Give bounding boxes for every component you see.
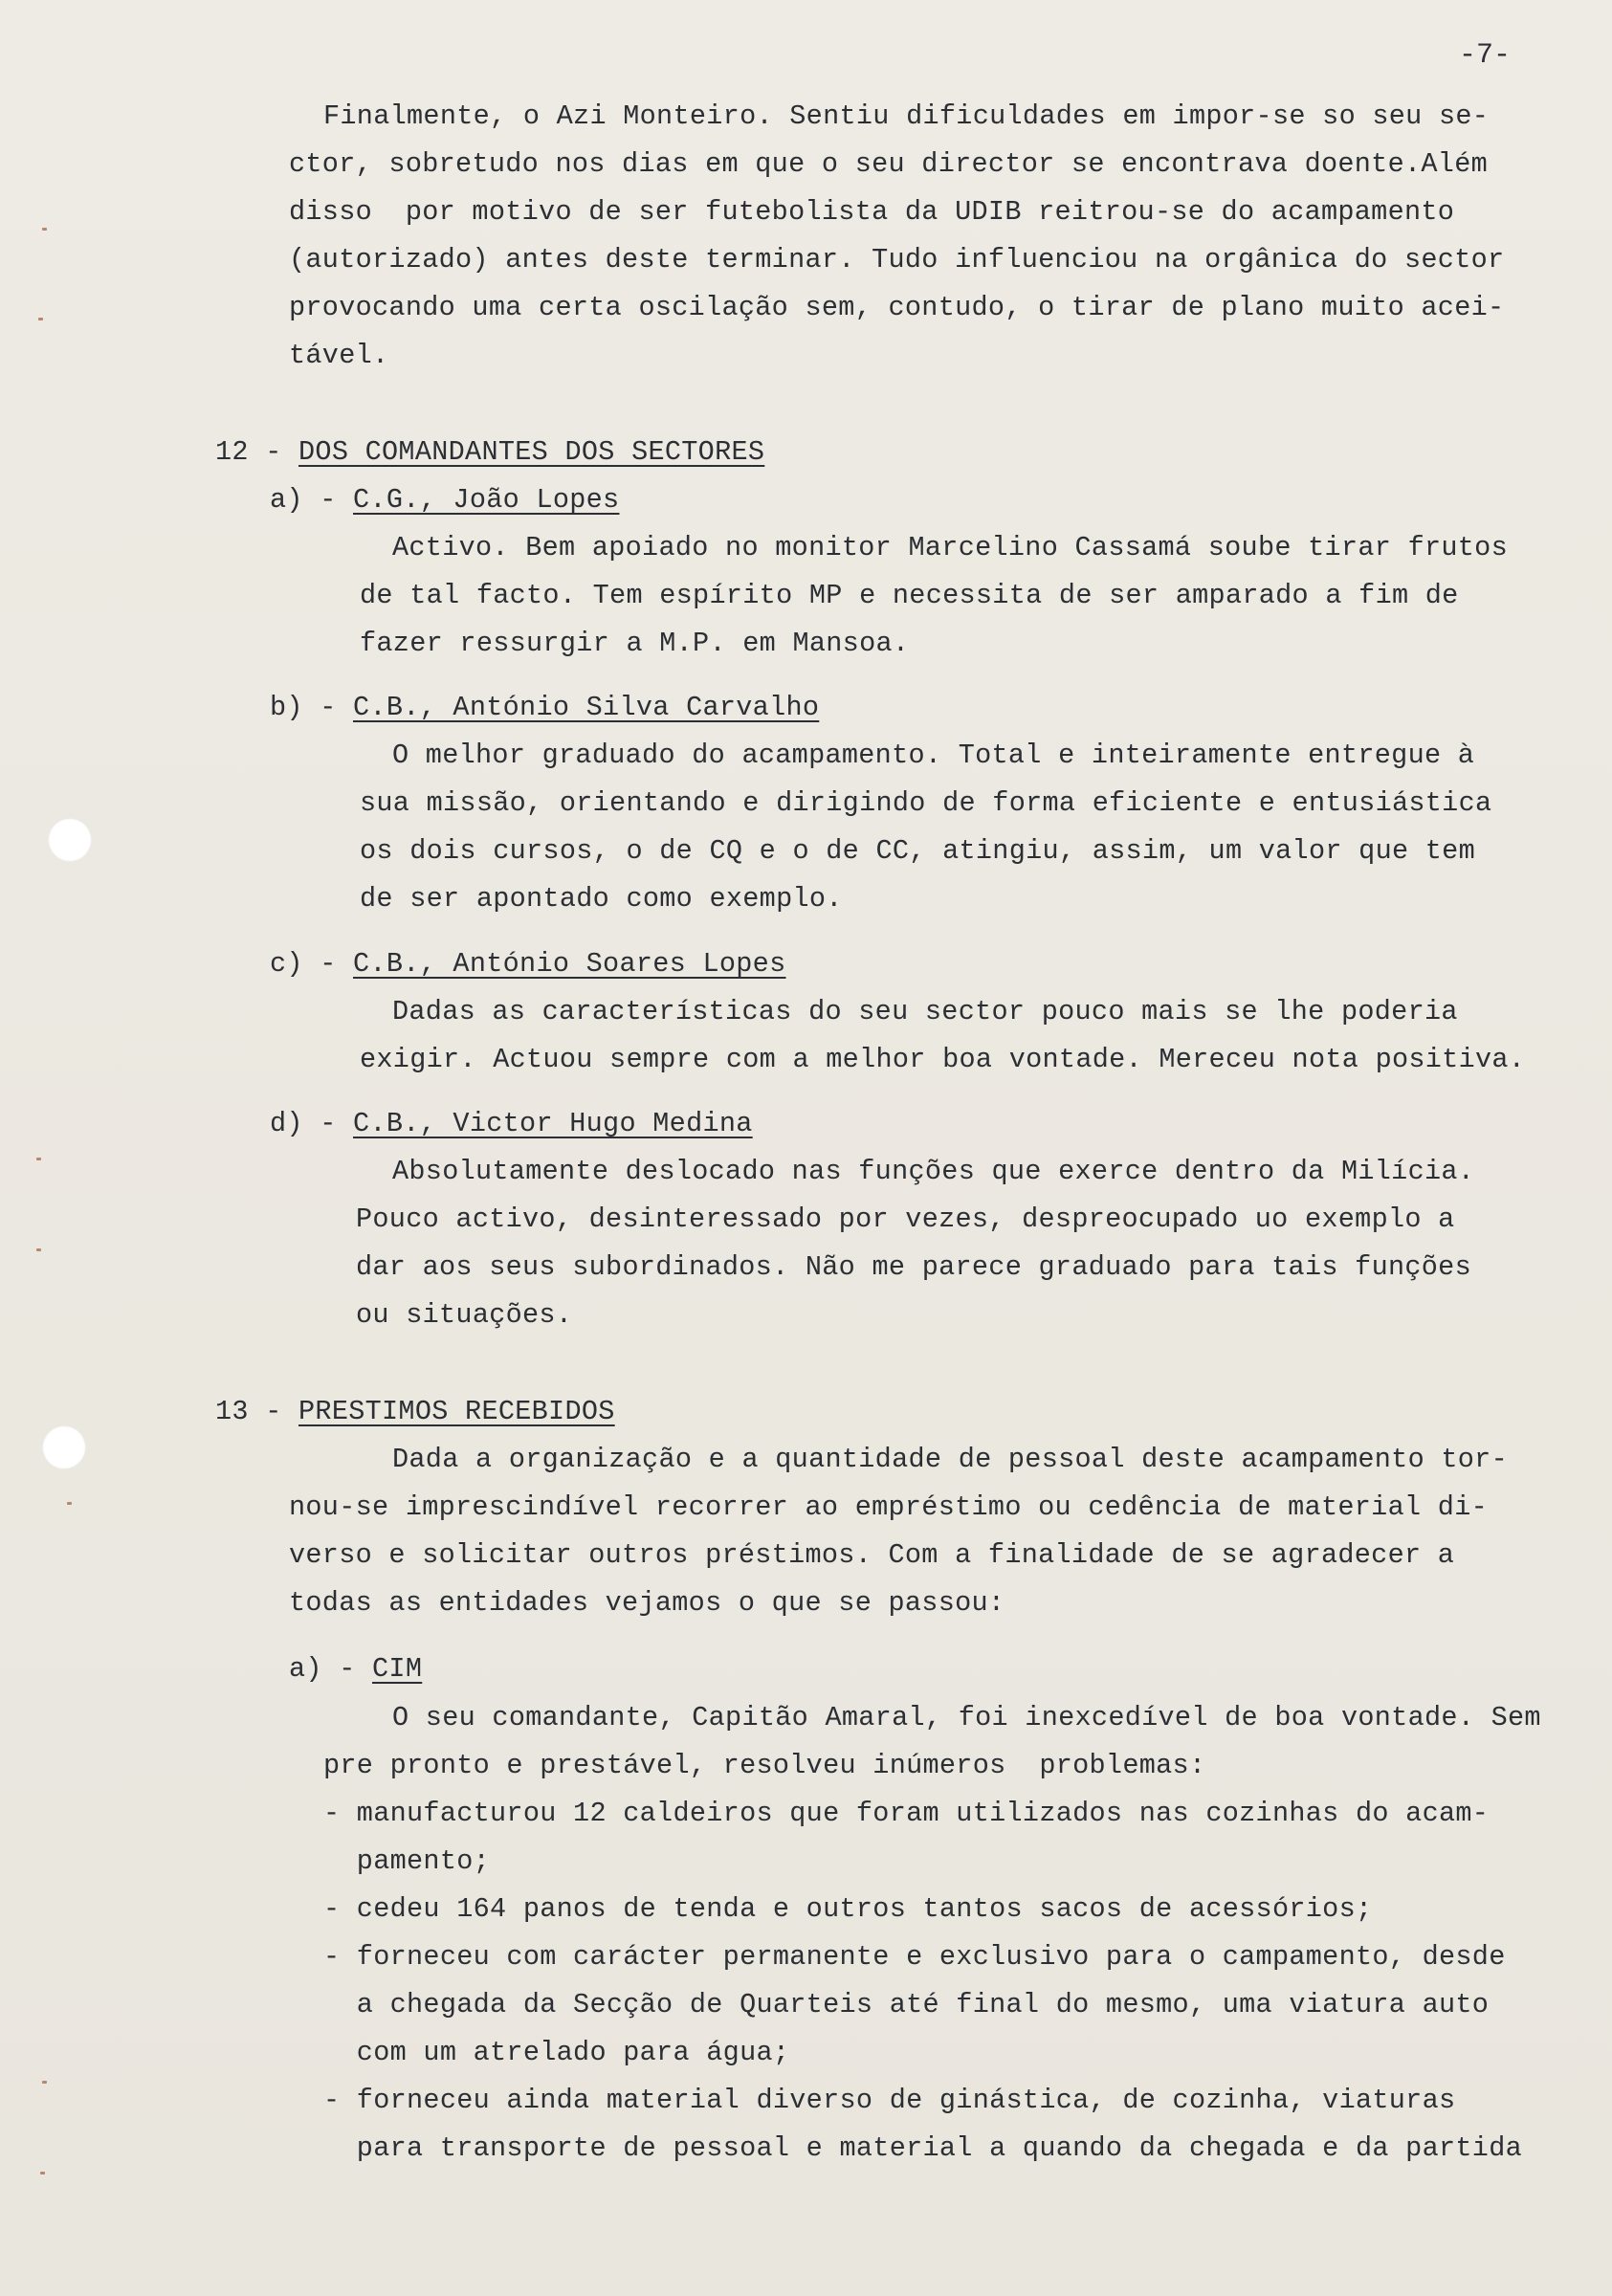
text-line: fazer ressurgir a M.P. em Mansoa. [360, 628, 910, 659]
text-line: Activo. Bem apoiado no monitor Marcelino Cassamá soube tirar frutos [392, 532, 1508, 563]
text-line: nou-se imprescindível recorrer ao empréstimo ou cedência de material di- [289, 1491, 1488, 1523]
commander-name: C.B., António Soares Lopes [353, 948, 786, 980]
text-line: sua missão, orientando e dirigindo de forma eficiente e entusiástica [360, 787, 1492, 819]
text-line: disso por motivo de ser futebolista da UDIB reitrou-se do acampamento [289, 196, 1455, 228]
text-line: Pouco activo, desinteressado por vezes, despreocupado uo exemplo a [356, 1203, 1455, 1235]
margin-speck [42, 228, 47, 231]
margin-speck [36, 1158, 41, 1160]
commander-name: C.G., João Lopes [353, 484, 620, 516]
punch-hole-bottom [42, 1425, 86, 1469]
section-title: PRESTIMOS RECEBIDOS [298, 1396, 615, 1427]
punch-hole-top [48, 818, 92, 862]
subsection-heading [289, 1650, 422, 1689]
margin-speck [36, 1248, 41, 1251]
text-line: de ser apontado como exemplo. [360, 883, 843, 915]
text-line: (autorizado) antes deste terminar. Tudo influenciou na orgânica do sector [289, 244, 1505, 276]
text-line: provocando uma certa oscilação sem, contudo, o tirar de plano muito acei- [289, 292, 1505, 323]
entity-name: CIM [372, 1653, 423, 1685]
text-line: pre pronto e prestável, resolveu inúmeros problemas: [323, 1750, 1206, 1781]
commander-name: C.B., Victor Hugo Medina [353, 1108, 753, 1139]
margin-speck [38, 318, 43, 320]
text-line: tável. [289, 340, 389, 371]
subsection-heading [270, 945, 786, 983]
text-line: verso e solicitar outros préstimos. Com a finalidade de se agradecer a [289, 1539, 1455, 1571]
item-marker: a) - [289, 1653, 373, 1685]
margin-speck [42, 2081, 47, 2084]
text-line: O melhor graduado do acampamento. Total e inteiramente entregue à [392, 740, 1475, 771]
section-number: 13 - [215, 1396, 299, 1427]
item-marker: c) - [270, 948, 354, 980]
margin-speck [40, 2172, 45, 2175]
text-line: todas as entidades vejamos o que se passou: [289, 1587, 1005, 1619]
page-number: -7- [1459, 39, 1512, 72]
text-line: Finalmente, o Azi Monteiro. Sentiu dificuldades em impor-se so seu se- [323, 100, 1490, 132]
subsection-heading [270, 1105, 753, 1143]
text-line: Dadas as características do seu sector pouco mais se lhe poderia [392, 996, 1458, 1027]
item-marker: a) - [270, 484, 354, 516]
text-line: ctor, sobretudo nos dias em que o seu director se encontrava doente.Além [289, 148, 1488, 180]
subsection-heading [270, 481, 619, 519]
text-line: Absolutamente deslocado nas funções que exerce dentro da Milícia. [392, 1156, 1475, 1187]
text-line: Dada a organização e a quantidade de pessoal deste acampamento tor- [392, 1444, 1508, 1475]
text-line: os dois cursos, o de CQ e o de CC, atingiu, assim, um valor que tem [360, 835, 1475, 867]
list-item: - cedeu 164 panos de tenda e outros tantos sacos de acessórios; [323, 1893, 1373, 1925]
item-marker: b) - [270, 692, 354, 723]
list-item: - manufacturou 12 caldeiros que foram utilizados nas cozinhas do acam- [323, 1798, 1490, 1829]
text-line: O seu comandante, Capitão Amaral, foi inexcedível de boa vontade. Sem [392, 1702, 1541, 1733]
section-heading [215, 1393, 615, 1431]
list-item: com um atrelado para água; [323, 2037, 790, 2068]
text-line: ou situações. [356, 1299, 573, 1331]
section-number: 12 - [215, 436, 299, 468]
list-item: a chegada da Secção de Quarteis até final do mesmo, uma viatura auto [323, 1989, 1490, 2020]
section-title: DOS COMANDANTES DOS SECTORES [298, 436, 765, 468]
subsection-heading [270, 689, 819, 727]
item-marker: d) - [270, 1108, 354, 1139]
text-line: exigir. Actuou sempre com a melhor boa vontade. Mereceu nota positiva. [360, 1044, 1526, 1075]
text-line: dar aos seus subordinados. Não me parece graduado para tais funções [356, 1251, 1471, 1283]
section-heading [215, 433, 764, 472]
list-item: - forneceu ainda material diverso de ginástica, de cozinha, viaturas [323, 2085, 1456, 2116]
margin-speck [67, 1502, 72, 1505]
list-item: para transporte de pessoal e material a quando da chegada e da partida [323, 2132, 1522, 2164]
list-item: - forneceu com carácter permanente e exclusivo para o campamento, desde [323, 1941, 1506, 1973]
list-item: pamento; [323, 1845, 491, 1877]
commander-name: C.B., António Silva Carvalho [353, 692, 820, 723]
text-line: de tal facto. Tem espírito MP e necessita de ser amparado a fim de [360, 580, 1459, 611]
